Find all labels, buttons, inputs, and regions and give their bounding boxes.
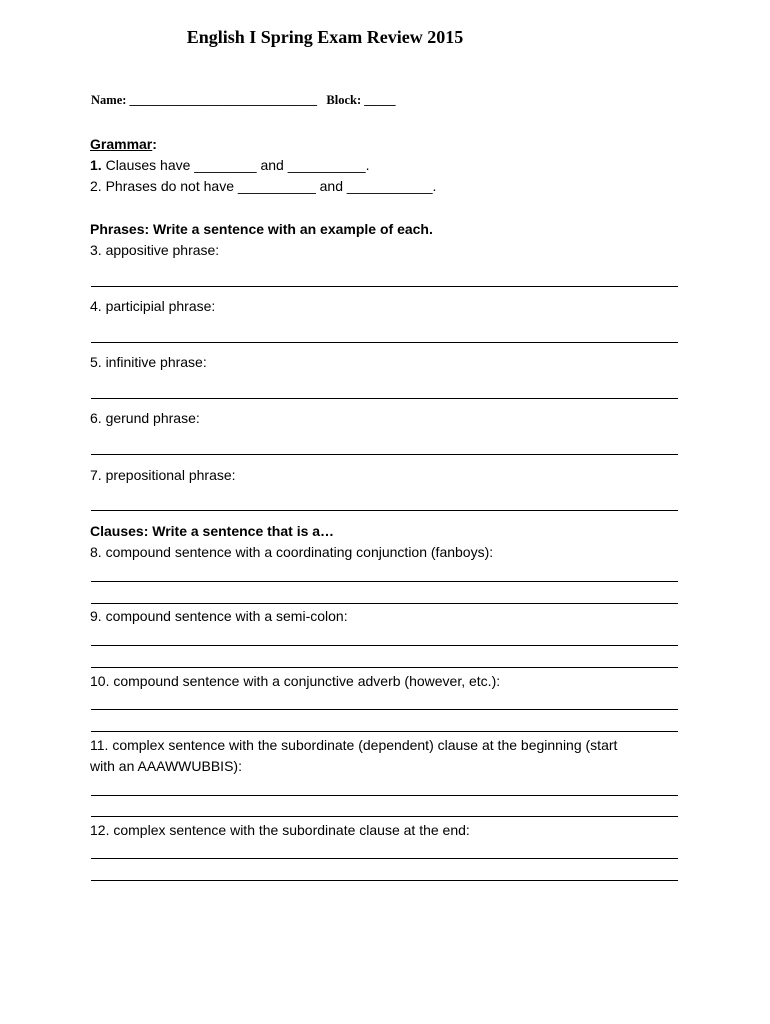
question-8: 8. compound sentence with a coordinating conjunction (fanboys): xyxy=(90,544,494,560)
question-10: 10. compound sentence with a conjunctive adverb (however, etc.): xyxy=(90,673,501,689)
question-12: 12. complex sentence with the subordinate clause at the end: xyxy=(90,822,470,838)
answer-line-4[interactable] xyxy=(91,342,678,343)
answer-line-5[interactable] xyxy=(91,398,678,399)
grammar-heading-colon: : xyxy=(152,136,157,152)
answer-line-11b[interactable] xyxy=(91,816,678,817)
answer-line-10b[interactable] xyxy=(91,731,678,732)
answer-line-9b[interactable] xyxy=(91,667,678,668)
answer-line-6[interactable] xyxy=(91,454,678,455)
answer-line-3[interactable] xyxy=(91,286,678,287)
question-3: 3. appositive phrase: xyxy=(90,242,220,258)
answer-line-7[interactable] xyxy=(91,510,678,511)
question-11-line-2: with an AAAWWUBBIS): xyxy=(90,758,242,774)
answer-line-12b[interactable] xyxy=(91,880,678,881)
answer-line-8b[interactable] xyxy=(91,603,678,604)
answer-line-10a[interactable] xyxy=(91,709,678,710)
grammar-heading-text: Grammar xyxy=(90,136,153,152)
question-11-line-1: 11. complex sentence with the subordinate (dependent) clause at the beginning (start xyxy=(90,737,618,753)
page-title: English I Spring Exam Review 2015 xyxy=(186,27,464,47)
question-7: 7. prepositional phrase: xyxy=(90,467,236,483)
answer-line-12a[interactable] xyxy=(91,858,678,859)
name-block-field: Name: ______________________________ Block: _____ xyxy=(91,93,396,107)
question-1-text: Clauses have ________ and __________. xyxy=(101,157,370,173)
answer-line-8a[interactable] xyxy=(91,581,678,582)
question-1 xyxy=(90,156,369,174)
question-4: 4. participial phrase: xyxy=(90,298,216,314)
answer-line-9a[interactable] xyxy=(91,645,678,646)
question-6: 6. gerund phrase: xyxy=(90,410,200,426)
answer-line-11a[interactable] xyxy=(91,795,678,796)
grammar-heading xyxy=(90,135,157,153)
phrases-heading: Phrases: Write a sentence with an example of each. xyxy=(90,221,433,237)
question-5: 5. infinitive phrase: xyxy=(90,354,207,370)
question-2: 2. Phrases do not have __________ and ___________. xyxy=(90,178,437,194)
question-9: 9. compound sentence with a semi-colon: xyxy=(90,608,348,624)
question-1-number: 1. xyxy=(90,157,102,173)
clauses-heading: Clauses: Write a sentence that is a… xyxy=(90,523,335,539)
